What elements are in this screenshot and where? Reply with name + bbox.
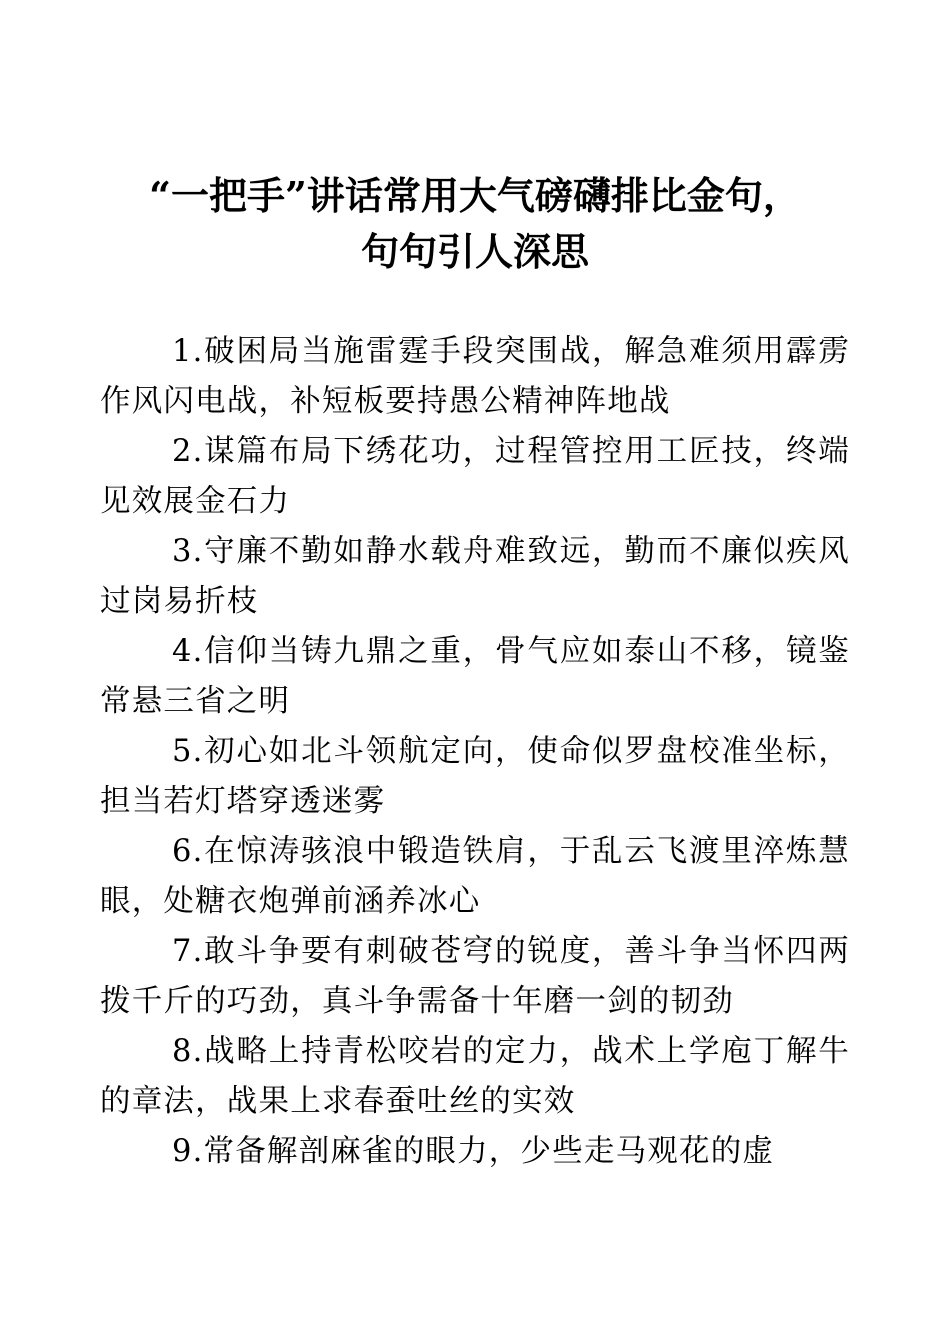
title-line-2: 句句引人深思: [360, 229, 589, 274]
document-body: [100, 327, 850, 1177]
list-item: 5.初心如北斗领航定向，使命似罗盘校准坐标，担当若灯塔穿透迷雾: [100, 734, 850, 819]
list-item: 2.谋篇布局下绣花功，过程管控用工匠技，终端见效展金石力: [100, 434, 850, 519]
list-item: 1.破困局当施雷霆手段突围战，解急难须用霹雳作风闪电战，补短板要持愚公精神阵地战: [100, 334, 850, 419]
list-item: 4.信仰当铸九鼎之重，骨气应如泰山不移，镜鉴常悬三省之明: [100, 634, 850, 719]
list-item: 6.在惊涛骇浪中锻造铁肩，于乱云飞渡里淬炼慧眼，处糖衣炮弹前涵养冰心: [100, 834, 850, 919]
list-item: 8.战略上持青松咬岩的定力，战术上学庖丁解牛的章法，战果上求春蚕吐丝的实效: [100, 1034, 850, 1119]
document-title: [100, 168, 850, 280]
list-item: 3.守廉不勤如静水载舟难致远，勤而不廉似疾风过岗易折枝: [100, 534, 850, 619]
list-item: 7.敢斗争要有刺破苍穹的锐度，善斗争当怀四两拨千斤的巧劲，真斗争需备十年磨一剑的韧劲: [100, 934, 850, 1019]
title-line-1: “一把手”讲话常用大气磅礴排比金句，: [149, 173, 801, 218]
list-item: 9.常备解剖麻雀的眼力，少些走马观花的虚: [172, 1134, 775, 1169]
